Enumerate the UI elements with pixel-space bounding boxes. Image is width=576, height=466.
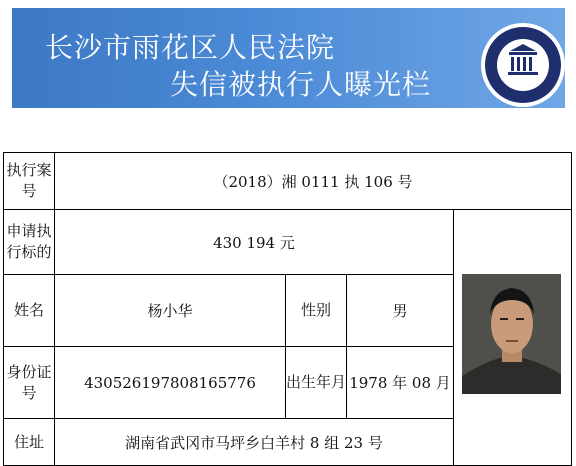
id-number-label: 身份证号 — [4, 347, 55, 419]
id-number-value: 430526197808165776 — [55, 347, 286, 419]
banner-subtitle: 失信被执行人曝光栏 — [170, 68, 432, 101]
gender-label: 性别 — [286, 275, 347, 347]
name-label: 姓名 — [4, 275, 55, 347]
header-banner — [12, 8, 565, 108]
birth-date-value: 1978 年 08 月 — [347, 347, 454, 419]
birth-date-label: 出生年月 — [286, 347, 347, 419]
case-number-value: （2018）湘 0111 执 106 号 — [55, 153, 572, 210]
address-label: 住址 — [4, 419, 55, 466]
photo-cell — [454, 210, 572, 466]
gender-value: 男 — [347, 275, 454, 347]
amount-label: 申请执行标的 — [4, 210, 55, 275]
court-seal-icon — [480, 22, 566, 108]
court-name: 长沙市雨花区人民法院 — [45, 31, 336, 64]
address-value: 湖南省武冈市马坪乡白羊村 8 组 23 号 — [55, 419, 454, 466]
debtor-photo — [462, 274, 561, 394]
amount-value: 430 194 元 — [55, 210, 454, 275]
debtor-info-table — [3, 152, 572, 466]
case-number-label: 执行案号 — [4, 153, 55, 210]
name-value: 杨小华 — [55, 275, 286, 347]
